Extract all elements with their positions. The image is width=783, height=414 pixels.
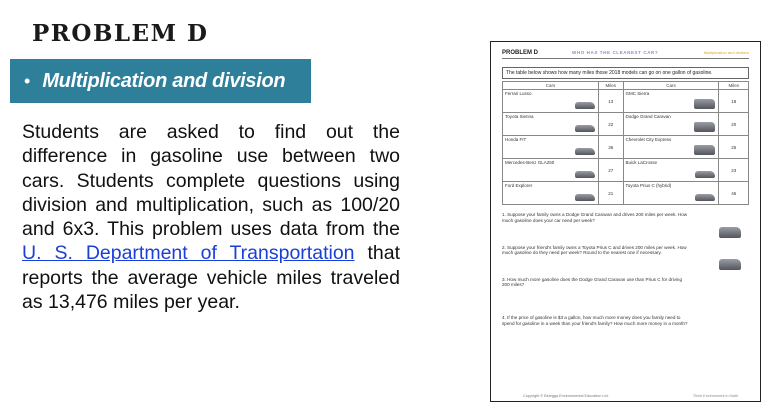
- car-cell: [623, 90, 719, 113]
- answer-space: [502, 288, 749, 308]
- car-image: [694, 145, 715, 155]
- miles-cell: 21: [598, 182, 623, 205]
- car-cell: [503, 113, 599, 136]
- hybrid-car-image: [719, 259, 741, 270]
- worksheet-brand: Think Environment in Math: [692, 394, 738, 398]
- car-name: Honda FIT: [505, 137, 527, 143]
- worksheet-problem-label: PROBLEM D: [502, 50, 538, 56]
- car-name: Chevrolet City Express: [625, 137, 672, 143]
- car-image: [575, 125, 595, 132]
- description-text-start: Students are asked to find out the difference in gasoline use between two cars. Students complete questions using division and multiplication, such as 100/20 and 6x3. This problem uses data from the: [22, 121, 400, 241]
- worksheet-header: [502, 50, 749, 59]
- car-cell: [623, 182, 719, 205]
- miles-cell: 22: [598, 113, 623, 136]
- car-name: Buick LaCrosse: [625, 160, 658, 166]
- car-name: Dodge Grand Caravan: [625, 114, 671, 120]
- miles-cell: 36: [598, 136, 623, 159]
- question-1-car: [502, 224, 749, 238]
- car-image: [694, 99, 715, 109]
- car-cell: [623, 136, 719, 159]
- worksheet-subtitle: WHO HAS THE CLEANEST CAR?: [572, 50, 659, 55]
- table-row: [503, 113, 749, 136]
- car-name: Mercedes-Benz GLA250: [505, 160, 555, 166]
- miles-cell: 23: [719, 159, 749, 182]
- car-name: Toyota Prius C (hybrid): [625, 183, 672, 189]
- worksheet-footer: [491, 394, 760, 398]
- description-paragraph: [22, 120, 400, 314]
- car-image: [694, 122, 715, 132]
- cars-table: [502, 81, 749, 205]
- miles-cell: 13: [598, 90, 623, 113]
- car-image: [695, 171, 715, 178]
- question-4: 4. If the price of gasoline is $3 a gallon, how much more money does you family need to spend for gasoline in a week than your friend's family? How much more money in a month?: [502, 314, 688, 326]
- table-row: [503, 182, 749, 205]
- col-header-cars: Cars: [503, 82, 599, 90]
- car-cell: [503, 182, 599, 205]
- car-cell: [503, 136, 599, 159]
- worksheet-thumbnail: [490, 41, 761, 402]
- worksheet-topic: Multiplication and division: [703, 50, 749, 55]
- question-2-car: [502, 256, 749, 270]
- car-cell: [623, 159, 719, 182]
- banner-text: Multiplication and division: [42, 69, 286, 92]
- worksheet-copyright: Copyright © Bluegga Environmental Education Ltd.: [523, 394, 609, 398]
- col-header-miles: Miles: [719, 82, 749, 90]
- table-header-row: [503, 82, 749, 90]
- question-3: 3. How much more gasoline does the Dodge Grand Caravan use than Prius C for driving 200 miles?: [502, 276, 683, 288]
- question-1: 1. Suppose your family owns a Dodge Grand Caravan and drives 200 miles per week. How much gasoline does your car need per week?: [502, 212, 688, 223]
- miles-cell: 18: [719, 90, 749, 113]
- car-image: [575, 171, 595, 178]
- car-image: [575, 102, 595, 109]
- car-cell: [503, 90, 599, 113]
- table-row: [503, 159, 749, 182]
- car-cell: [623, 113, 719, 136]
- car-cell: [503, 159, 599, 182]
- car-image: [695, 194, 715, 201]
- worksheet-intro: The table below shows how many miles those 2018 models can go on one gallon of gasoline.: [502, 67, 749, 79]
- table-row: [503, 90, 749, 113]
- table-row: [503, 136, 749, 159]
- car-name: GMC Sierra: [625, 91, 650, 97]
- miles-cell: 20: [719, 113, 749, 136]
- col-header-miles: Miles: [598, 82, 623, 90]
- car-name: Ford Explorer: [505, 183, 533, 189]
- page-title: PROBLEM D: [32, 20, 209, 47]
- miles-cell: 27: [598, 159, 623, 182]
- car-image: [575, 148, 595, 155]
- car-name: Ferrari Lusso: [505, 91, 532, 97]
- dot-link[interactable]: U. S. Department of Transportation: [22, 242, 355, 265]
- miles-cell: 25: [719, 136, 749, 159]
- minivan-image: [719, 227, 741, 238]
- question-2: 2. Suppose your friend's family owns a Toyota Prius C and drives 200 miles per week. How much gasoline do they need per week? Round to the nearest one if necessary.: [502, 244, 687, 256]
- description-text-end: that reports the average vehicle miles traveled as 13,476 miles per year.: [22, 242, 400, 314]
- car-image: [575, 194, 595, 201]
- banner-bullet: •: [24, 70, 31, 91]
- col-header-cars: Cars: [623, 82, 719, 90]
- miles-cell: 46: [719, 182, 749, 205]
- topic-banner: [10, 59, 311, 103]
- car-name: Toyota Sienna: [505, 114, 534, 120]
